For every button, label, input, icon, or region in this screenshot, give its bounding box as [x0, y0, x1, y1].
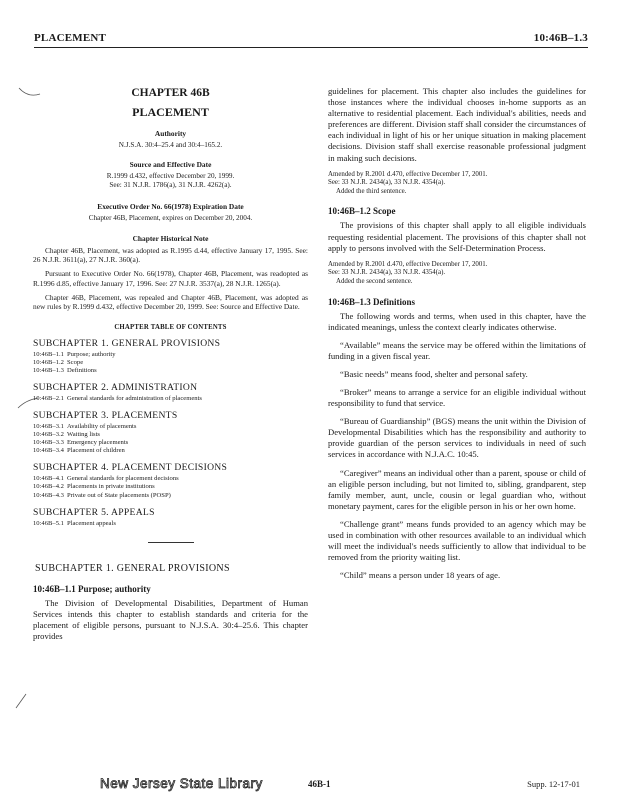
- definition-paragraph: “Bureau of Guardianship” (BGS) means the unit within the Division of Developmental Disabilities which has the responsibility and authority to provide guardian of the person services to individuals in need of such services in accordance with N.J.A.C. 10:45.: [328, 416, 586, 460]
- toc-entry: 10:46B–1.1 Purpose; authority: [33, 350, 116, 358]
- definition-paragraph: “Caregiver” means an individual other than a parent, spouse or child of an eligible person including, but not limited to, sibling, grandparent, step family member, aunt, uncle, cousin or legal guardian who, without monetary payment, cares for the eligible person in his or her own home.: [328, 467, 586, 511]
- authority-heading: Authority: [154, 129, 187, 138]
- right-column: [328, 86, 586, 588]
- supplement-date: Supp. 12-17-01: [527, 779, 580, 789]
- historical-note-heading: Chapter Historical Note: [132, 233, 209, 243]
- chapter-number: CHAPTER 46B: [131, 87, 210, 99]
- body-paragraph: guidelines for placement. This chapter also includes the guidelines for those instances where the individual chooses in-home supports as an alternative to residential placement. Each individual's abilities, needs and preferences are different. Division staff shall consider the circumstances of each individual in light of his or her unique situation in making placement decisions. Division staff shall exercise reasonable professional judgment in making such decisions.: [328, 86, 586, 163]
- toc-entry: 10:46B–1.2 Scope: [33, 358, 84, 366]
- section-heading: 10:46B–1.2 Scope: [328, 206, 396, 217]
- source-line: R.1999 d.432, effective December 20, 1999.: [106, 172, 235, 181]
- definition-paragraph: “Child” means a person under 18 years of age.: [340, 570, 501, 581]
- historical-note: Pursuant to Executive Order No. 66(1978), Chapter 46B, Placement, was readopted as R.1996 d.85, effective January 17, 1996. See: 27 N.J.R. 3537(a), 28 N.J.R. 1265(a).: [33, 269, 308, 288]
- source-heading: Source and Effective Date: [129, 160, 212, 170]
- toc-subchapter: [33, 507, 308, 528]
- executive-order-text: Chapter 46B, Placement, expires on December 20, 2004.: [88, 213, 253, 222]
- toc-subchapter-title: SUBCHAPTER 4. PLACEMENT DECISIONS: [33, 462, 228, 474]
- toc-entry: 10:46B–4.2 Placements in private institutions: [33, 483, 155, 491]
- toc-entry: 10:46B–3.4 Placement of children: [33, 447, 125, 455]
- definition-paragraph: “Basic needs” means food, shelter and personal safety.: [340, 368, 528, 379]
- page-footer: [0, 778, 618, 792]
- toc-entry: 10:46B–4.3 Private out of State placements (POSP): [33, 491, 171, 499]
- historical-note: Chapter 46B, Placement, was repealed and Chapter 46B, Placement, was adopted as new rules by R.1999 d.432, effective December 20, 1999. See: Source and Effective Date.: [33, 293, 308, 312]
- toc-subchapter-title: SUBCHAPTER 2. ADMINISTRATION: [33, 381, 198, 393]
- definition-paragraph: “Challenge grant” means funds provided to an agency which may be used in combination with other resources available to an individual which will meet the individual's needs sufficiently to allow that individual to be removed from the priority waiting list.: [328, 518, 586, 563]
- chapter-name: PLACEMENT: [132, 105, 209, 119]
- library-stamp: New Jersey State Library: [100, 776, 263, 791]
- running-header: [34, 31, 588, 48]
- authority-text: N.J.S.A. 30:4–25.4 and 30:4–165.2.: [118, 141, 223, 149]
- source-line: See: 31 N.J.R. 1786(a), 31 N.J.R. 4262(a).: [109, 181, 232, 190]
- historical-note: Chapter 46B, Placement, was adopted as R.1995 d.44, effective January 17, 1995. See: 26 N.J.R. 3611(a), 27 N.J.R. 360(a).: [33, 245, 308, 265]
- left-column: [33, 82, 308, 649]
- toc-subchapter-title: SUBCHAPTER 1. GENERAL PROVISIONS: [33, 337, 221, 349]
- toc-subchapter: [33, 410, 308, 455]
- section-heading: 10:46B–1.3 Definitions: [328, 296, 416, 307]
- section-divider: [148, 542, 194, 543]
- toc-subchapter: [33, 382, 308, 403]
- definition-paragraph: “Broker” means to arrange a service for an eligible individual without responsibility to fund that service.: [328, 386, 586, 409]
- toc-subchapter: [33, 462, 308, 499]
- toc-subchapter-title: SUBCHAPTER 5. APPEALS: [33, 506, 155, 518]
- toc-entry: 10:46B–1.3 Definitions: [33, 366, 97, 374]
- toc-entry: 10:46B–3.1 Availability of placements: [33, 422, 137, 430]
- toc-entry: 10:46B–5.1 Placement appeals: [33, 519, 116, 527]
- toc-entry: 10:46B–3.2 Waiting lists: [33, 431, 100, 439]
- amendment-note: Amended by R.2001 d.470, effective December 17, 2001. See: 33 N.J.R. 2434(a), 33 N.J.R. 4354(a). Added the third sentence.: [328, 170, 488, 195]
- toc-subchapter-title: SUBCHAPTER 3. PLACEMENTS: [33, 409, 178, 421]
- toc-subchapter: [33, 338, 308, 375]
- section-heading: 10:46B–1.1 Purpose; authority: [33, 583, 151, 594]
- toc-heading: CHAPTER TABLE OF CONTENTS: [114, 323, 227, 331]
- toc-entry: 10:46B–2.1 General standards for administration of placements: [33, 394, 202, 402]
- executive-order-heading: Executive Order No. 66(1978) Expiration Date: [97, 201, 244, 211]
- body-paragraph: The Division of Developmental Disabilities, Department of Human Services intends this chapter to establish standards and criteria for the placement of eligible persons, pursuant to N.J.S.A. 30:4–25.6. This chapter provides: [33, 597, 308, 641]
- definition-paragraph: The following words and terms, when used in this chapter, have the indicated meanings, unless the context clearly indicates otherwise.: [328, 310, 586, 332]
- header-title: PLACEMENT: [34, 32, 107, 44]
- definition-paragraph: “Available” means the service may be offered within the limitations of funding in a given fiscal year.: [328, 339, 586, 361]
- subchapter-heading: SUBCHAPTER 1. GENERAL PROVISIONS: [35, 562, 230, 574]
- page-number: 46B-1: [308, 779, 331, 789]
- margin-mark-icon: [14, 690, 30, 710]
- toc-entry: 10:46B–3.3 Emergency placements: [33, 439, 129, 447]
- header-section-number: 10:46B–1.3: [533, 32, 588, 44]
- body-paragraph: The provisions of this chapter shall apply to all eligible individuals requesting residential placement. The provisions of this chapter shall not apply to persons involved with the Self-Determination Process.: [328, 220, 586, 253]
- amendment-note: Amended by R.2001 d.470, effective December 17, 2001. See: 33 N.J.R. 2434(a), 33 N.J.R. 4354(a). Added the second sentence.: [328, 260, 488, 285]
- toc-entry: 10:46B–4.1 General standards for placement decisions: [33, 475, 179, 483]
